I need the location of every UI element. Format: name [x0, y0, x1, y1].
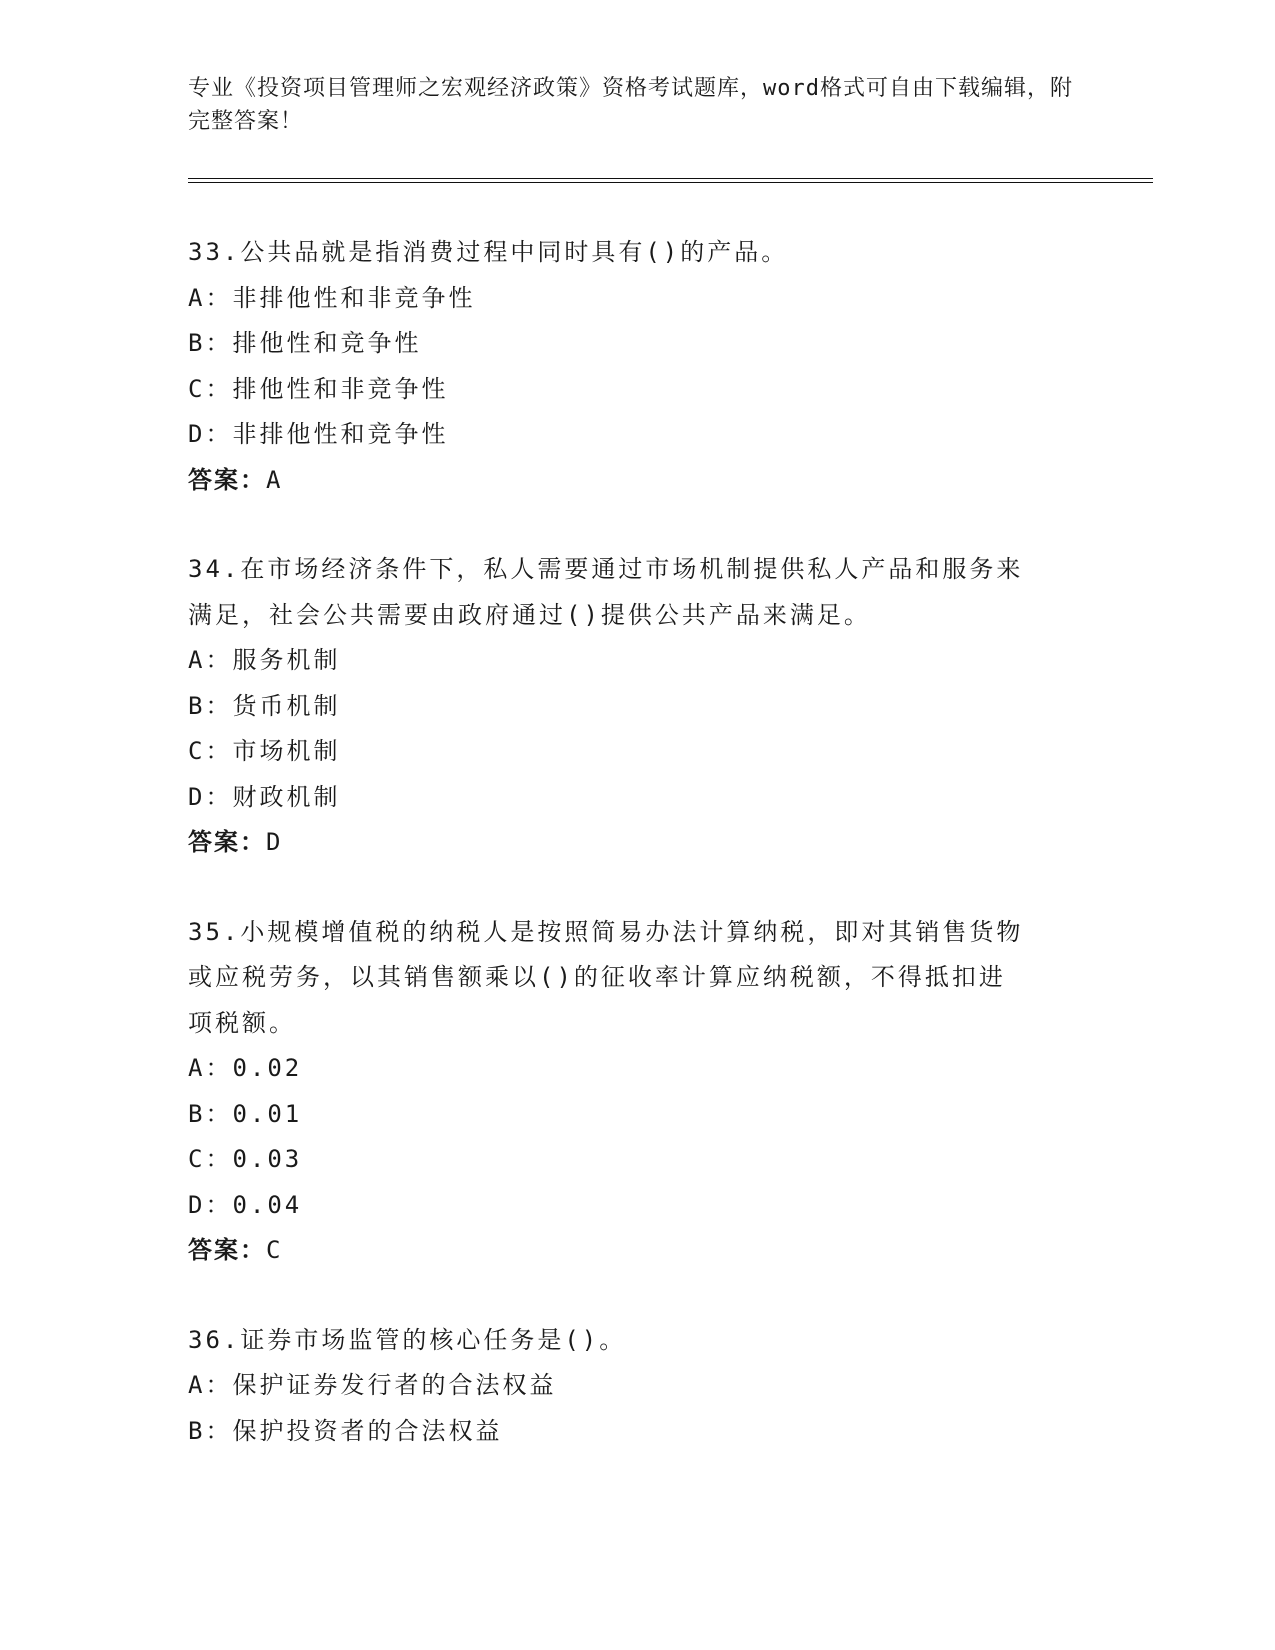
option-b: B：货币机制: [188, 691, 341, 720]
question-36: [188, 1318, 1088, 1455]
answer-value: C: [266, 1236, 282, 1264]
option-c: C：0.03: [188, 1145, 303, 1173]
stem-line: 满足，社会公共需要由政府通过()提供公共产品来满足。: [188, 600, 871, 629]
stem-line: 34.在市场经济条件下，私人需要通过市场机制提供私人产品和服务来: [188, 555, 1024, 583]
option-c: C：市场机制: [188, 737, 341, 765]
question-stem: [188, 547, 1088, 638]
option-a: A：服务机制: [188, 646, 341, 674]
answer-line: [188, 820, 1088, 866]
question-stem: [188, 910, 1088, 1047]
answer-label: 答案：: [188, 465, 266, 494]
question-34: [188, 547, 1088, 866]
stem-line: 项税额。: [188, 1008, 296, 1037]
question-list: [188, 230, 1088, 1498]
option-b: B：0.01: [188, 1099, 303, 1128]
question-stem: [188, 1318, 1088, 1364]
option-b: B：保护投资者的合法权益: [188, 1416, 503, 1445]
option-a: A：非排他性和非竞争性: [188, 283, 476, 312]
option-a: A：0.02: [188, 1054, 303, 1082]
stem-line: 35.小规模增值税的纳税人是按照简易办法计算纳税，即对其销售货物: [188, 917, 1024, 946]
question-stem: [188, 230, 1088, 276]
stem-line: 或应税劳务，以其销售额乘以()的征收率计算应纳税额，不得抵扣进: [188, 963, 1006, 991]
question-35: [188, 910, 1088, 1274]
question-33: [188, 230, 1088, 503]
option-d: D：0.04: [188, 1190, 303, 1219]
answer-label: 答案：: [188, 828, 266, 856]
answer-line: [188, 1228, 1088, 1274]
header-divider: [188, 178, 1153, 183]
option-d: D：非排他性和竞争性: [188, 420, 449, 448]
answer-value: D: [266, 828, 282, 856]
option-b: B：排他性和竞争性: [188, 329, 422, 357]
document-header: 专业《投资项目管理师之宏观经济政策》资格考试题库，word格式可自由下载编辑，附完整答案！: [188, 76, 1073, 134]
stem-line: 36.证券市场监管的核心任务是()。: [188, 1325, 627, 1354]
option-c: C：排他性和非竞争性: [188, 374, 449, 403]
option-a: A：保护证券发行者的合法权益: [188, 1371, 557, 1399]
stem-line: 33.公共品就是指消费过程中同时具有()的产品。: [188, 238, 789, 266]
answer-label: 答案：: [188, 1236, 266, 1264]
option-d: D：财政机制: [188, 782, 341, 811]
answer-line: [188, 458, 1088, 504]
answer-value: A: [266, 465, 282, 494]
